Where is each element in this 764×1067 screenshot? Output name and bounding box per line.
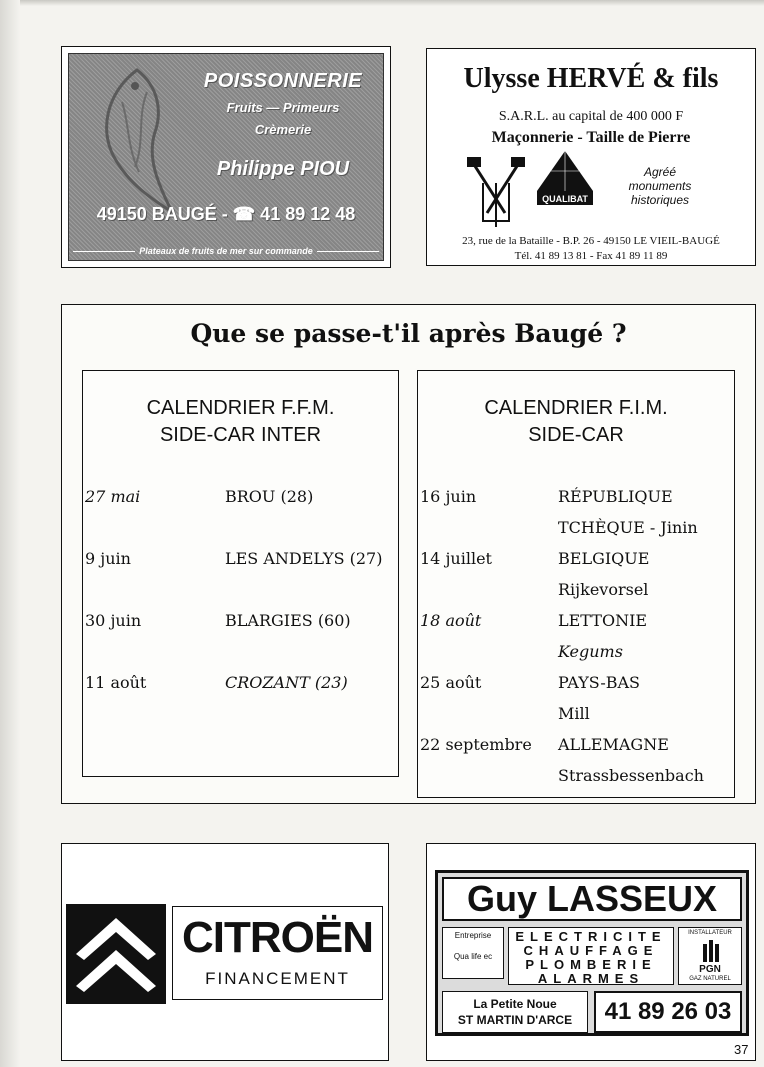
fim-calendar — [417, 370, 735, 798]
lasseux-name: Guy LASSEUX — [442, 877, 742, 921]
page-number: 37 — [734, 1042, 749, 1057]
trade-item: ELECTRICITE — [515, 929, 667, 944]
herve-address: 23, rue de la Bataille - B.P. 26 - 49150 LE VIEIL-BAUGÉ — [462, 235, 720, 247]
herve-trade: Maçonnerie - Taille de Pierre — [491, 129, 691, 146]
citroen-brand: CITROËN — [182, 913, 373, 962]
citroen-ad — [61, 843, 389, 1061]
lasseux-address-line1: La Petite Noue — [473, 997, 557, 1011]
fim-event-date: 14 juillet — [420, 549, 492, 568]
ffm-event-place: LES ANDELYS (27) — [225, 549, 383, 568]
badge-top-label: Entreprise — [454, 931, 492, 940]
poissonnerie-ad — [61, 46, 391, 268]
fim-heading-line2: SIDE-CAR — [528, 424, 624, 446]
ffm-event-date: 11 août — [85, 673, 147, 692]
tagline-rule-left — [73, 251, 135, 252]
poissonnerie-tagline: Plateaux de fruits de mer sur commande — [139, 246, 313, 256]
fish-illustration-icon — [77, 62, 197, 217]
lasseux-ad-panel — [435, 870, 749, 1036]
herve-company: S.A.R.L. au capital de 400 000 F — [498, 109, 684, 124]
page-binding-edge — [0, 0, 20, 1067]
badge-bottom-label: Qua life ec — [453, 952, 493, 961]
calendar-section — [61, 304, 756, 804]
qualibat-label: QUALIBAT — [542, 194, 588, 204]
herve-agree-line1: Agréé — [643, 165, 677, 179]
herve-agree-line2: monuments — [628, 179, 692, 193]
ffm-event-date: 30 juin — [85, 611, 142, 630]
fim-event-detail: Rijkevorsel — [558, 580, 649, 599]
lasseux-address — [442, 991, 588, 1033]
fim-event-place: ALLEMAGNE — [558, 735, 669, 754]
qualifelec-badge — [442, 927, 504, 979]
fim-event-place: BELGIQUE — [558, 549, 650, 568]
lasseux-ad — [426, 843, 756, 1061]
fim-event-detail: Strassbessenbach — [558, 766, 704, 785]
fim-event-date: 22 septembre — [420, 735, 532, 754]
fim-event-date: 25 août — [420, 673, 482, 692]
fim-event-place: LETTONIE — [558, 611, 648, 630]
gas-flame-icon — [701, 940, 721, 962]
ffm-heading-line2: SIDE-CAR INTER — [159, 424, 322, 446]
ffm-heading-line1: CALENDRIER F.F.M. — [146, 397, 335, 419]
ffm-event-date: 9 juin — [85, 549, 131, 568]
citroen-name-box — [172, 906, 383, 1000]
page-top-edge — [0, 0, 764, 6]
herve-contact: Tél. 41 89 13 81 - Fax 41 89 11 89 — [514, 250, 668, 262]
poissonnerie-ad-panel — [68, 53, 384, 261]
pgn-name: PGN — [699, 964, 721, 975]
qualibat-logo — [535, 149, 595, 209]
poissonnerie-line-cremerie: Crèmerie — [254, 122, 312, 137]
ffm-event-date: 27 mai — [85, 487, 141, 506]
herve-accreditation — [605, 165, 715, 207]
ffm-heading — [83, 395, 398, 449]
fim-event-detail: TCHÈQUE - Jinin — [558, 518, 698, 537]
herve-agree-line3: historiques — [630, 193, 690, 207]
trade-item: CHAUFFAGE — [523, 943, 659, 958]
herve-title: Ulysse HERVÉ & fils — [463, 63, 719, 94]
qualibat-pyramid-icon — [535, 149, 595, 209]
lasseux-trades — [508, 927, 674, 985]
fim-event-date: 18 août — [420, 611, 482, 630]
stonemason-tools-icon — [465, 153, 527, 229]
fim-event-place: PAYS-BAS — [558, 673, 640, 692]
lasseux-address-line2: ST MARTIN D'ARCE — [457, 1013, 573, 1027]
calendar-title: Que se passe-t'il après Baugé ? — [190, 319, 627, 348]
herve-ad — [426, 48, 756, 266]
ffm-event-place: CROZANT (23) — [225, 673, 348, 692]
fim-heading — [418, 395, 734, 449]
ffm-calendar — [82, 370, 399, 777]
fim-heading-line1: CALENDRIER F.I.M. — [484, 397, 668, 419]
citroen-service: FINANCEMENT — [205, 969, 350, 988]
fim-event-detail: Mill — [558, 704, 590, 723]
trade-item: ALARMES — [537, 971, 645, 986]
pgn-bottom-label: GAZ NATUREL — [689, 976, 731, 982]
poissonnerie-tagline-row — [69, 246, 383, 256]
poissonnerie-line-fruits: Fruits — Primeurs — [226, 100, 340, 115]
fim-event-date: 16 juin — [420, 487, 477, 506]
trade-item: PLOMBERIE — [525, 957, 657, 972]
citroen-chevrons-icon — [66, 904, 166, 1004]
tagline-rule-right — [317, 251, 379, 252]
ffm-event-place: BROU (28) — [225, 487, 314, 506]
poissonnerie-phone: 49150 BAUGÉ - ☎ 41 89 12 48 — [96, 204, 356, 224]
fim-event-place: RÉPUBLIQUE — [558, 487, 673, 506]
lasseux-phone: 41 89 26 03 — [594, 991, 742, 1033]
fim-event-detail: Kegums — [558, 642, 623, 661]
ffm-event-place: BLARGIES (60) — [225, 611, 351, 630]
pgn-top-label: INSTALLATEUR — [688, 930, 732, 936]
poissonnerie-owner: Philippe PIOU — [216, 158, 350, 180]
pgn-badge — [678, 927, 742, 985]
poissonnerie-title: POISSONNERIE — [203, 70, 363, 92]
